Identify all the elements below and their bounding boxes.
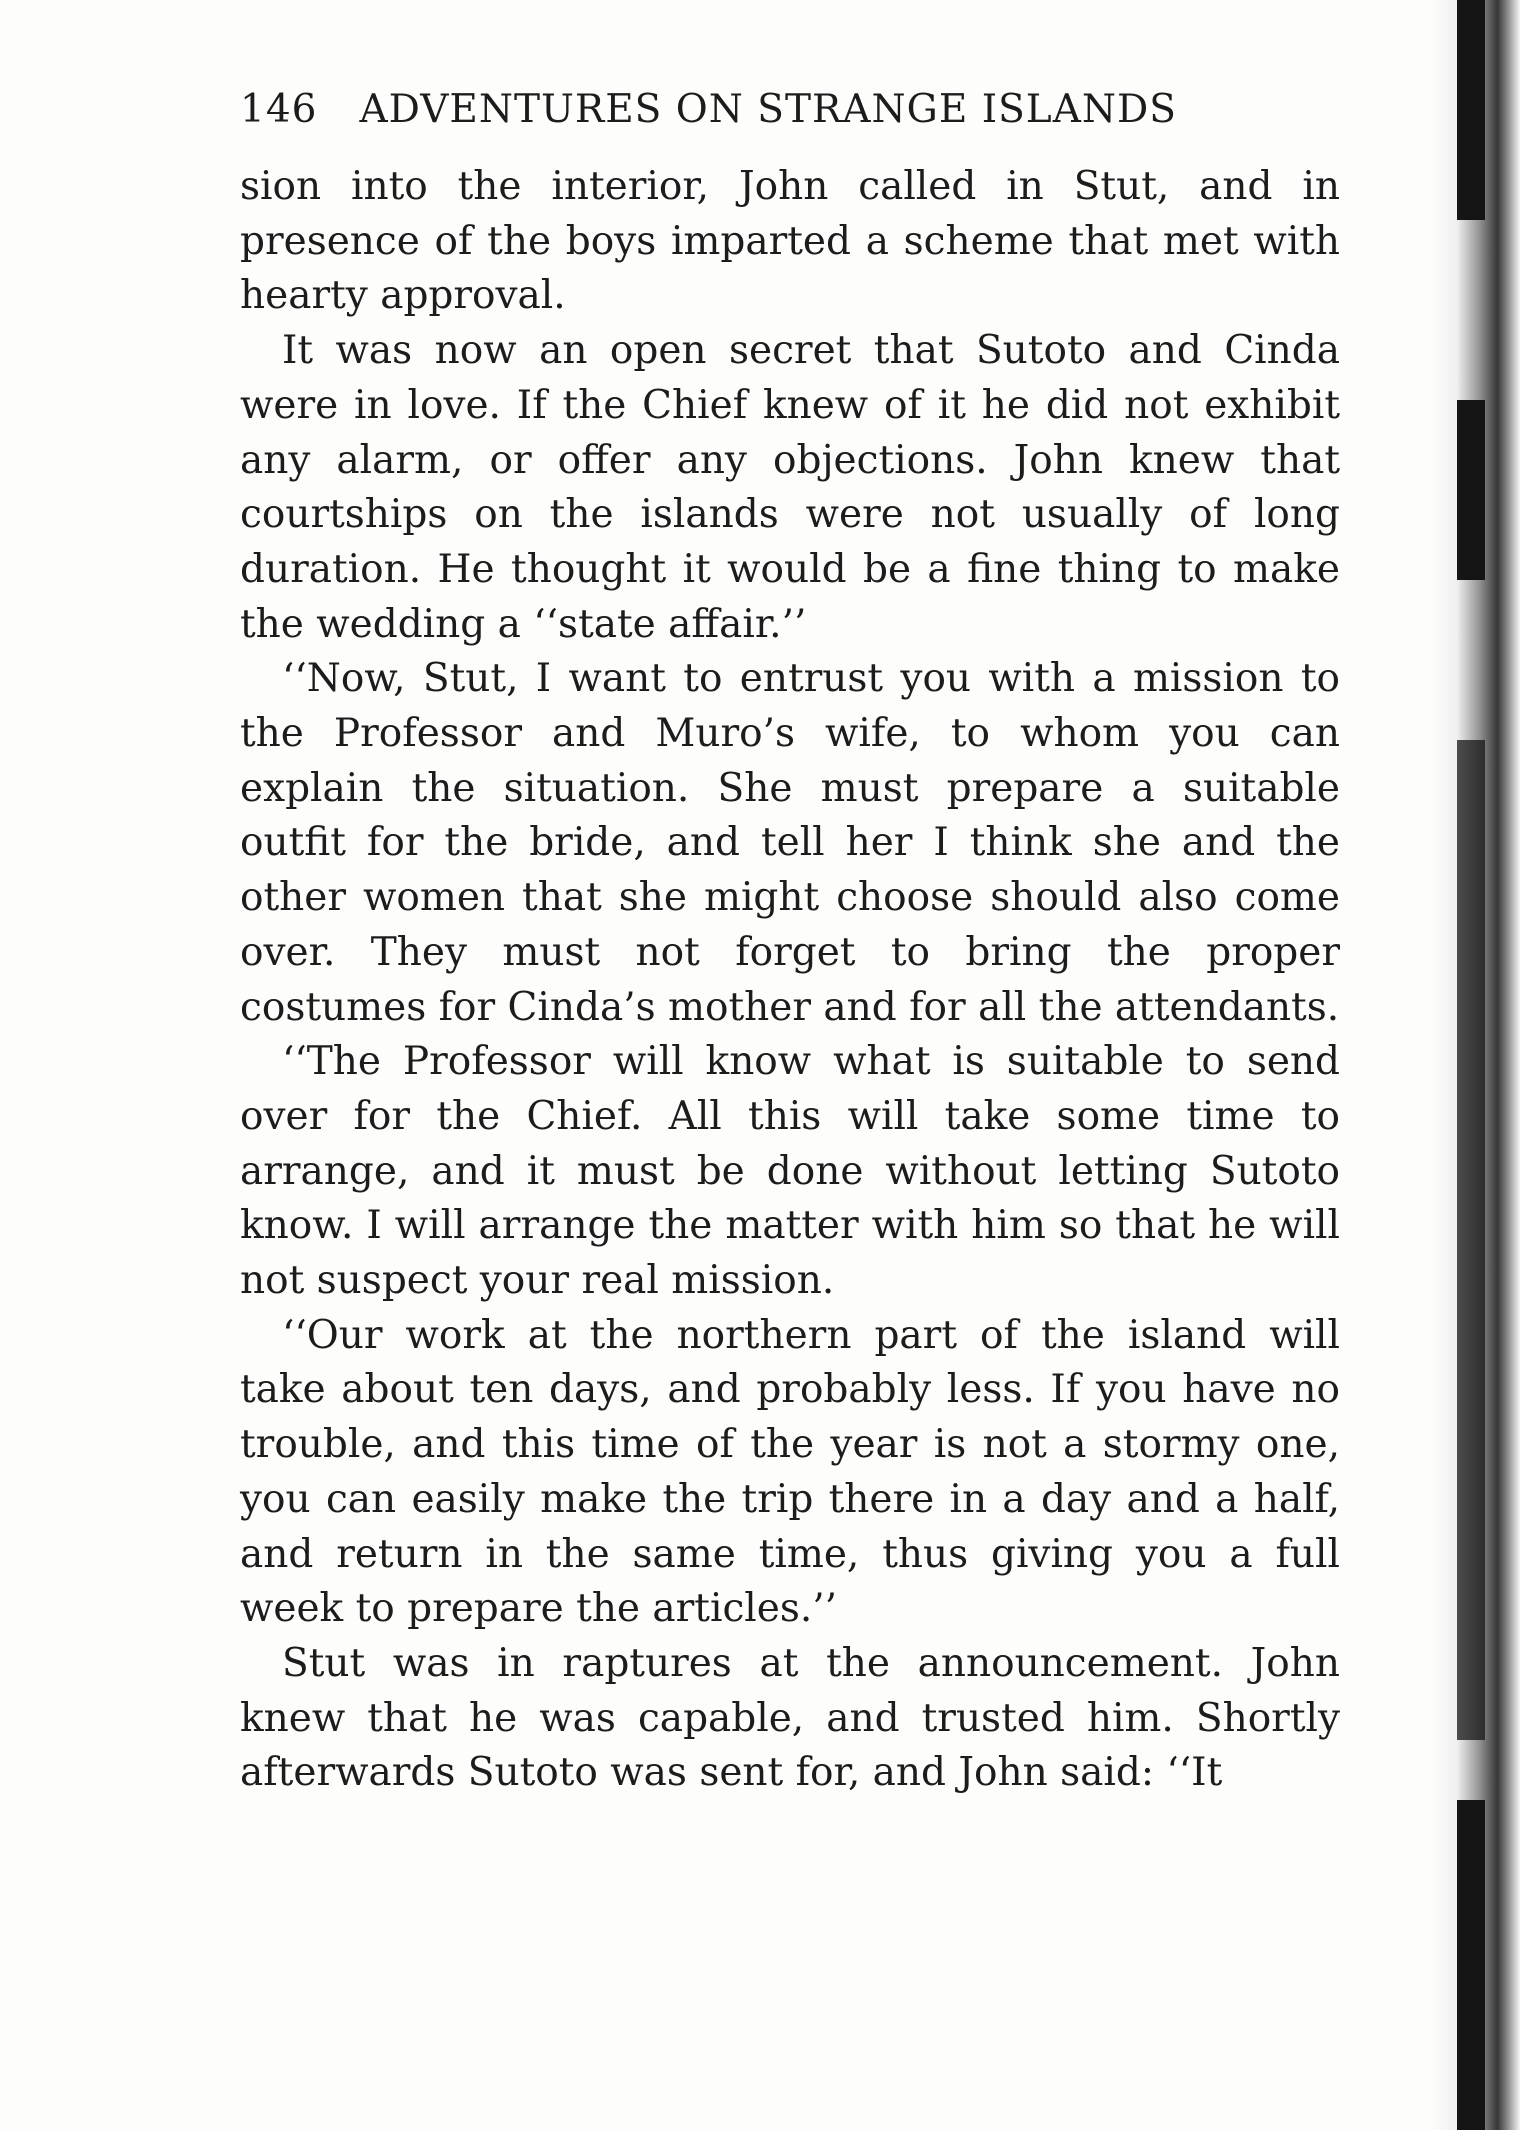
paragraph: sion into the interior, John called in Stut, and in presence of the boys imparted a scheme that met with hearty approval.	[240, 164, 1340, 319]
running-title: ADVENTURES ON STRANGE ISLANDS	[359, 87, 1177, 132]
spine-dark-mark	[1457, 0, 1485, 220]
paragraph: It was now an open secret that Sutoto and Cinda were in love. If the Chief knew of it he did not exhibit any alarm, or offer any objections. John knew that courtships on the islands were not usually of long duration. He thought it would be a fine thing to make the wedding a ‘‘state affair.’’	[240, 328, 1340, 647]
paragraph: Stut was in raptures at the announcement. John knew that he was capable, and trusted him. Shortly afterwards Sutoto was sent for, and John said: ‘‘It	[240, 1640, 1340, 1796]
spine-dark-mark	[1457, 740, 1485, 1740]
running-head	[240, 80, 1340, 140]
paragraph: ‘‘Now, Stut, I want to entrust you with a mission to the Professor and Muro’s wife, to whom you can explain the situation. She must prepare a suitable outfit for the bride, and tell her I think she and the other women that she might choose should also come over. They must not forget to bring the proper costumes for Cinda’s mother and for all the attendants.	[240, 656, 1340, 1030]
page-text-block	[240, 80, 1340, 1801]
page-spine-shadow	[1430, 0, 1520, 2130]
spine-dark-mark	[1457, 1800, 1485, 2130]
spine-dark-mark	[1457, 400, 1485, 580]
paragraph: ‘‘Our work at the northern part of the island will take about ten days, and probably less. If you have no trouble, and this time of the year is not a stormy one, you can easily make the trip there in a day and a half, and return in the same time, thus giving you a full week to prepare the articles.’’	[240, 1312, 1340, 1632]
paragraph: ‘‘The Professor will know what is suitable to send over for the Chief. All this will take some time to arrange, and it must be done without letting Sutoto know. I will arrange the matter with him so that he will not suspect your real mission.	[240, 1039, 1340, 1304]
page-number: 146	[240, 87, 318, 132]
